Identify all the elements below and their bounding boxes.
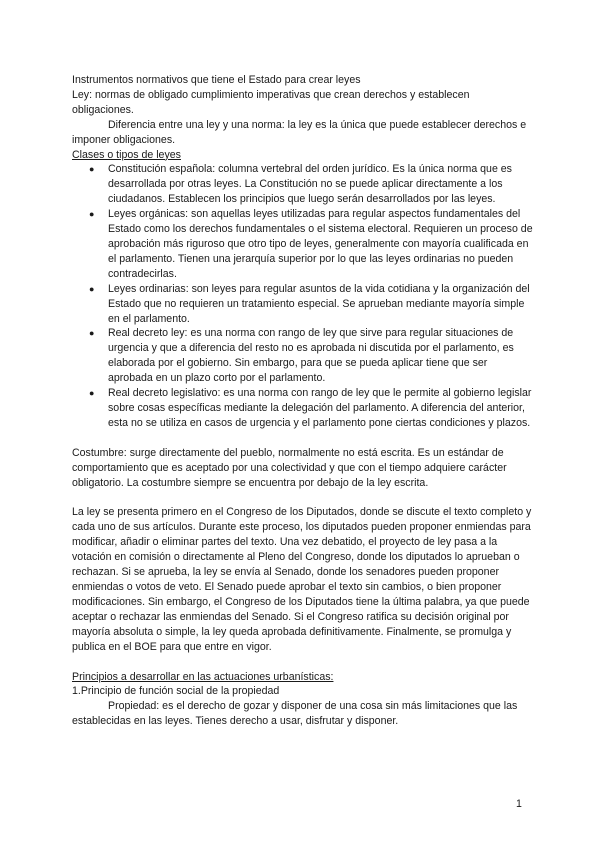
document-title: Instrumentos normativos que tiene el Estado para crear leyes — [72, 74, 361, 86]
types-heading: Clases o tipos de leyes — [72, 148, 181, 161]
ley-definition: Ley: normas de obligado cumplimiento imperativas que crean derechos y establecen obligaciones. — [72, 88, 470, 116]
ley-norma-difference: Diferencia entre una ley y una norma: la ley es la única que puede establecer derechos e imponer obligaciones. — [72, 118, 527, 146]
bullet-icon: ● — [89, 164, 95, 175]
list-item-text: Real decreto legislativo: es una norma con rango de ley que le permite al gobierno legislar sobre cosas específicas mediante la delegación del parlamento. A diferencia del anterior, esta no se utiliza en casos de urgencia y el parlamento pone ciertas condiciones y plazos. — [108, 387, 532, 429]
list-item — [89, 162, 534, 207]
costumbre-paragraph: Costumbre: surge directamente del pueblo, normalmente no está escrita. Es un estándar de comportamiento que es aceptado por una colectividad y que con el tiempo adquiere carácter obligatorio. La costumbre siempre se encuentra por debajo de la ley escrita. — [72, 446, 507, 489]
list-item — [89, 207, 534, 282]
principles-heading: Principios a desarrollar en las actuaciones urbanísticas: — [72, 670, 334, 683]
list-item-text: Real decreto ley: es una norma con rango de ley que sirve para regular situaciones de urgencia y que a diferencia del resto no es aprobada ni discutida por el parlamento, es elaborada por el gobierno. Sin embargo, para que se pueda aplicar tiene que ser aprobada en un plazo corto por el parlamento. — [108, 327, 514, 385]
list-item-text: Leyes ordinarias: son leyes para regular asuntos de la vida cotidiana y la organización del Estado que no requieren un tratamiento especial. Se aprueban mediante mayoría simple en el parlamento. — [108, 282, 530, 325]
list-item — [89, 326, 534, 386]
propiedad-paragraph: Propiedad: es el derecho de gozar y disponer de una cosa sin más limitaciones que las establecidas en las leyes. Tienes derecho a usar, disfrutar y disponer. — [72, 700, 518, 728]
bullet-icon: ● — [89, 283, 95, 294]
process-paragraph: La ley se presenta primero en el Congreso de los Diputados, donde se discute el texto completo y cada uno de sus artículos. Durante este proceso, los diputados pueden proponer enmiendas para modificar, añadir o eliminar partes del texto. Una vez debatido, el proyecto de ley pasa a la votación en comisión o directamente al Pleno del Congreso, donde los diputados lo aprueban o rechazan. Si se aprueba, la ley se envía al Senado, donde los senadores pueden proponer enmiendas o votos de veto. El Senado puede aprobar el texto sin cambios, o bien proponer modificaciones. Sin embargo, el Congreso de los Diputados tiene la última palabra, ya que puede aceptar o rechazar las enmiendas del Senado. Si el Congreso ratifica su decisión original por mayoría absoluta o simple, la ley queda aprobada definitivamente. Finalmente, se promulga y publica en el BOE para que entre en vigor. — [72, 506, 532, 653]
list-item — [89, 282, 534, 327]
spacer — [72, 431, 534, 446]
bullet-icon: ● — [89, 209, 95, 220]
list-item — [89, 386, 534, 431]
bullet-icon: ● — [89, 328, 95, 339]
list-item-text: Leyes orgánicas: son aquellas leyes utilizadas para regular aspectos fundamentales del Estado como los derechos fundamentales o el sistema electoral. Requieren un proceso de aprobación más riguroso que otro tipo de leyes, generalmente con mayoría cualificada en el parlamento. Tienen una jerarquía superior por lo que las leyes ordinarias no pueden contradecirlas. — [108, 208, 533, 280]
page-number: 1 — [516, 798, 522, 810]
spacer — [72, 655, 534, 670]
list-item-text: Constitución española: columna vertebral del orden jurídico. Es la única norma que es desarrollada por otras leyes. La Constitución no se puede aplicar directamente a los ciudadanos. Establecen los principios que luego serán desarrollados por las leyes. — [108, 163, 512, 206]
spacer — [72, 490, 534, 505]
types-list — [72, 162, 534, 430]
bullet-icon: ● — [89, 388, 95, 399]
principle-1: 1.Principio de función social de la propiedad — [72, 685, 280, 698]
document-body — [72, 73, 534, 729]
